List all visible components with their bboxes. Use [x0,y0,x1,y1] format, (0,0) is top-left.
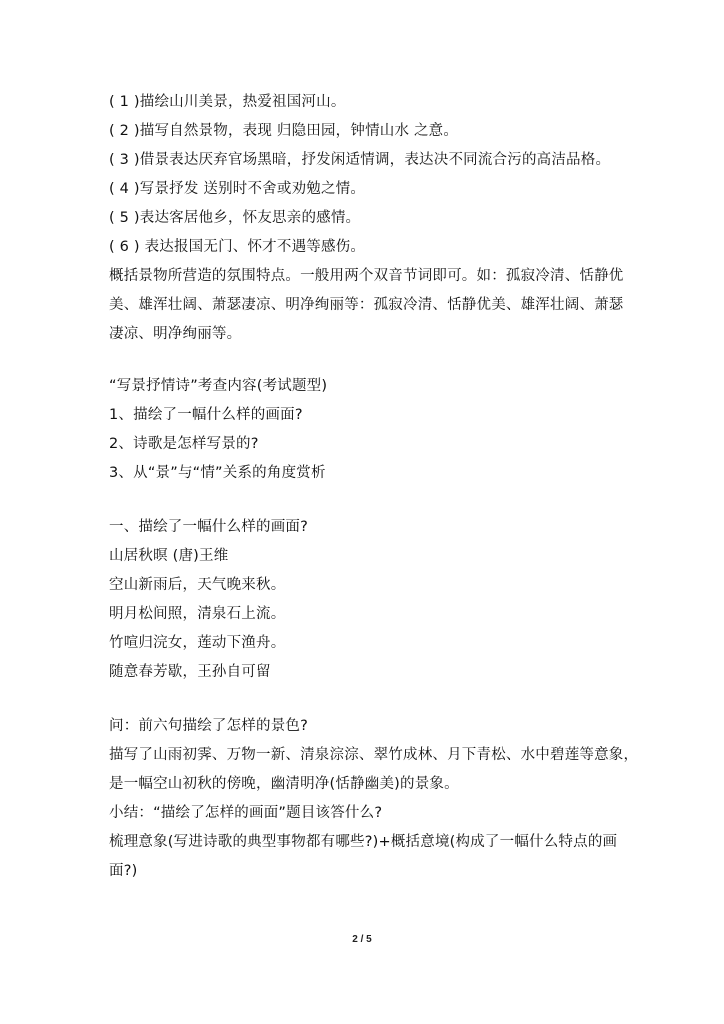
summary-answer-line-2: 面?) [109,863,138,879]
exam-section-heading: “写景抒情诗”考查内容(考试题型) [109,378,328,394]
summary-line-2: 美、雄浑壮阔、萧瑟凄凉、明净绚丽等：孤寂冷清、恬静优美、雄浑壮阔、萧瑟 [109,297,624,313]
poem-line-4: 随意春芳歇，王孙自可留 [109,664,271,680]
summary-line-1: 概括景物所营造的氛围特点。一般用两个双音节词即可。如：孤寂冷清、恬静优 [109,268,624,284]
poem-line-1: 空山新雨后，天气晚来秋。 [109,577,286,593]
intent-item-5: ( 5 )表达客居他乡，怀友思亲的感情。 [109,210,361,226]
intent-item-1: ( 1 )描绘山川美景，热爱祖国河山。 [109,94,346,110]
poem-line-2: 明月松间照，清泉石上流。 [109,606,286,622]
poem-line-3: 竹喧归浣女，莲动下渔舟。 [109,635,286,651]
question-text: 问：前六句描绘了怎样的景色? [109,718,308,734]
summary-answer-line-1: 梳理意象(写进诗歌的典型事物都有哪些?)+概括意境(构成了一幅什么特点的画 [109,834,618,850]
section-one-heading: 一、描绘了一幅什么样的画面? [109,519,308,535]
answer-line-1: 描写了山雨初霁、万物一新、清泉淙淙、翠竹成林、月下青松、水中碧莲等意象， [109,747,639,763]
exam-item-2: 2、诗歌是怎样写景的? [109,436,259,452]
intent-item-6: ( 6 ) 表达报国无门、怀才不遇等感伤。 [109,239,366,255]
summary-question: 小结：“描绘了怎样的画面”题目该答什么? [109,805,383,821]
summary-line-3: 凄凉、明净绚丽等。 [109,326,242,342]
intent-item-3: ( 3 )借景表达厌弃官场黑暗，抒发闲适情调，表达决不同流合污的高洁品格。 [109,152,611,168]
poem-title: 山居秋暝 (唐)王维 [109,548,229,564]
answer-line-2: 是一幅空山初秋的傍晚，幽清明净(恬静幽美)的景象。 [109,776,459,792]
intent-item-2: ( 2 )描写自然景物，表现 归隐田园，钟情山水 之意。 [109,123,459,139]
intent-item-4: ( 4 )写景抒发 送别时不舍或劝勉之情。 [109,181,366,197]
exam-item-3: 3、从“景”与“情”关系的角度赏析 [109,465,326,481]
page-number: 2 / 5 [352,934,372,945]
exam-item-1: 1、描绘了一幅什么样的画面? [109,407,303,423]
